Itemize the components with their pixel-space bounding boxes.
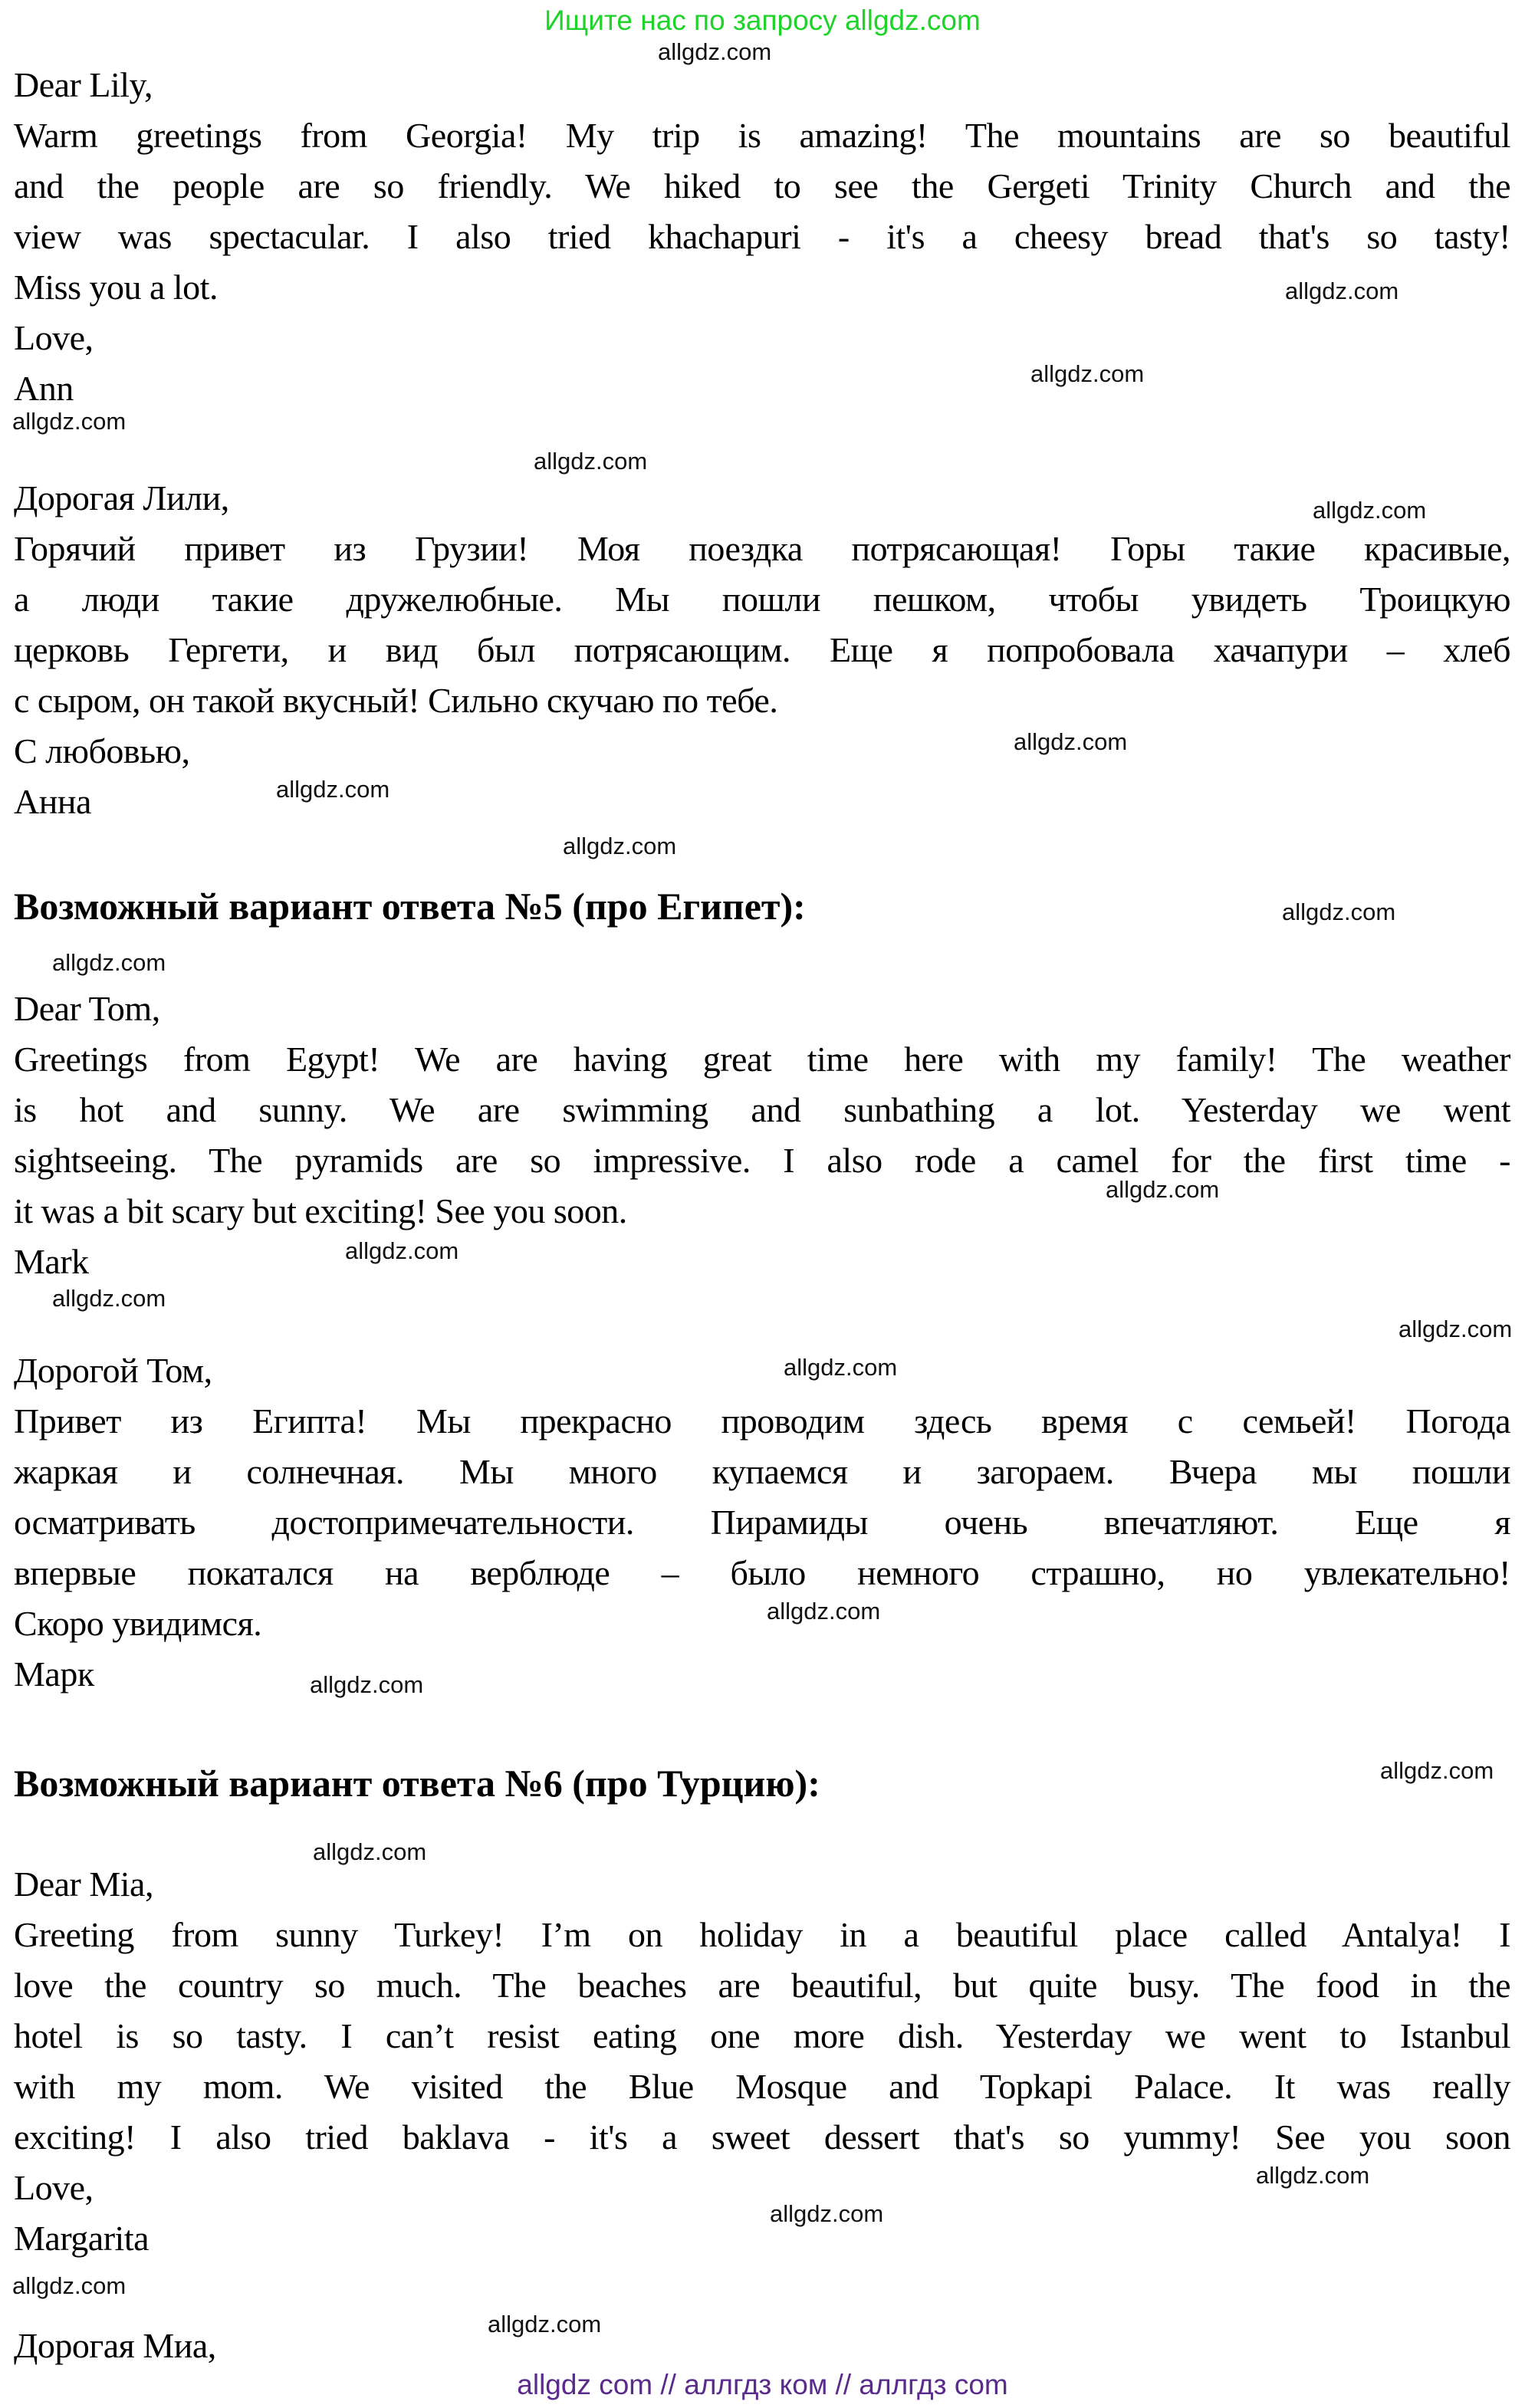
- letter-body-line: Greetings from Egypt! We are having great time here with my family! The weather: [14, 1040, 1510, 1079]
- letter-body-line: Привет из Египта! Мы прекрасно проводим здесь время с семьей! Погода: [14, 1401, 1510, 1441]
- letter-egypt-english: [14, 984, 1510, 1287]
- allgdz-watermark: allgdz.com: [1282, 898, 1396, 925]
- site-footer: allgdz com // аллгдз ком // аллгдз com: [517, 2369, 1008, 2400]
- allgdz-watermark: allgdz.com: [1285, 278, 1399, 304]
- letter-turkey-russian: [14, 2321, 1510, 2371]
- letter-body-line: а люди такие дружелюбные. Мы пошли пешком, чтобы увидеть Троицкую: [14, 580, 1510, 619]
- letter-signature: Margarita: [14, 2219, 150, 2258]
- letter-egypt-russian: [14, 1345, 1510, 1700]
- letter-signature: Mark: [14, 1242, 89, 1281]
- letter-greeting: Dear Tom,: [14, 989, 160, 1028]
- letter-greeting: Дорогая Миа,: [14, 2326, 216, 2365]
- heading-answer-6-turkey: Возможный вариант ответа №6 (про Турцию):: [14, 1762, 820, 1805]
- letter-body-line: Miss you a lot.: [14, 268, 218, 307]
- allgdz-watermark: allgdz.com: [12, 408, 127, 435]
- letter-body-line: and the people are so friendly. We hiked to see the Gergeti Trinity Church and the: [14, 166, 1510, 205]
- allgdz-watermark: allgdz.com: [52, 949, 166, 976]
- allgdz-watermark: allgdz.com: [1256, 2162, 1370, 2189]
- letter-closing: Love,: [14, 2168, 94, 2207]
- letter-body-line: view was spectacular. I also tried khachapuri - it's a cheesy bread that's so tasty!: [14, 217, 1510, 256]
- letter-georgia-english: [14, 60, 1510, 414]
- letter-greeting: Dear Mia,: [14, 1864, 153, 1904]
- letter-signature: Ann: [14, 369, 74, 408]
- letter-body-line: жаркая и солнечная. Мы много купаемся и загораем. Вчера мы пошли: [14, 1452, 1510, 1491]
- letter-georgia-russian: [14, 473, 1510, 827]
- allgdz-watermark: allgdz.com: [767, 1598, 881, 1624]
- letter-body-line: exciting! I also tried baklava - it's a sweet dessert that's so yummy! See you soon: [14, 2117, 1510, 2157]
- allgdz-watermark: allgdz.com: [310, 1671, 424, 1698]
- letter-body-line: впервые покатался на верблюде – было немного страшно, но увлекательно!: [14, 1553, 1510, 1592]
- letter-body-line: Скоро увидимся.: [14, 1604, 262, 1643]
- allgdz-watermark: allgdz.com: [784, 1354, 898, 1381]
- allgdz-watermark: allgdz.com: [52, 1285, 166, 1312]
- letter-signature: Марк: [14, 1654, 94, 1693]
- letter-body-line: with my mom. We visited the Blue Mosque and Topkapi Palace. It was really: [14, 2067, 1510, 2106]
- allgdz-watermark: allgdz.com: [563, 833, 677, 859]
- allgdz-watermark: allgdz.com: [1030, 360, 1145, 387]
- allgdz-watermark: allgdz.com: [1106, 1176, 1220, 1203]
- heading-answer-5-egypt: Возможный вариант ответа №5 (про Египет):: [14, 885, 806, 928]
- letter-closing: Love,: [14, 318, 94, 357]
- allgdz-watermark: allgdz.com: [1014, 728, 1128, 755]
- allgdz-watermark: allgdz.com: [488, 2311, 602, 2337]
- letter-body-line: Горячий привет из Грузии! Моя поездка потрясающая! Горы такие красивые,: [14, 529, 1510, 568]
- letter-greeting: Дорогая Лили,: [14, 478, 229, 517]
- letter-closing: С любовью,: [14, 731, 190, 770]
- letter-greeting: Dear Lily,: [14, 65, 153, 104]
- allgdz-watermark: allgdz.com: [658, 38, 772, 65]
- letter-body-line: love the country so much. The beaches are beautiful, but quite busy. The food in the: [14, 1966, 1510, 2005]
- letter-body-line: с сыром, он такой вкусный! Сильно скучаю по тебе.: [14, 681, 778, 720]
- letter-body-line: is hot and sunny. We are swimming and sunbathing a lot. Yesterday we went: [14, 1090, 1510, 1129]
- letter-body-line: sightseeing. The pyramids are so impressive. I also rode a camel for the first time -: [14, 1141, 1510, 1180]
- letter-body-line: осматривать достопримечательности. Пирамиды очень впечатляют. Еще я: [14, 1503, 1510, 1542]
- letter-body-line: hotel is so tasty. I can’t resist eating one more dish. Yesterday we went to Istanbul: [14, 2016, 1510, 2055]
- letter-body-line: церковь Гергети, и вид был потрясающим. Еще я попробовала хачапури – хлеб: [14, 630, 1510, 669]
- allgdz-watermark: allgdz.com: [1380, 1757, 1494, 1784]
- allgdz-watermark: allgdz.com: [1398, 1316, 1513, 1342]
- letter-greeting: Дорогой Том,: [14, 1351, 212, 1390]
- allgdz-watermark: allgdz.com: [345, 1237, 459, 1264]
- letter-signature: Анна: [14, 782, 91, 821]
- allgdz-watermark: allgdz.com: [12, 2272, 127, 2299]
- letter-body-line: it was a bit scary but exciting! See you soon.: [14, 1191, 627, 1230]
- allgdz-watermark: allgdz.com: [770, 2200, 884, 2227]
- allgdz-watermark: allgdz.com: [313, 1838, 427, 1865]
- letter-body-line: Warm greetings from Georgia! My trip is amazing! The mountains are so beautiful: [14, 116, 1510, 155]
- allgdz-watermark: allgdz.com: [1313, 497, 1427, 524]
- letter-body-line: Greeting from sunny Turkey! I’m on holiday in a beautiful place called Antalya! I: [14, 1915, 1510, 1954]
- letter-turkey-english: [14, 1859, 1510, 2264]
- allgdz-watermark: allgdz.com: [534, 448, 648, 475]
- promo-banner: Ищите нас по запросу allgdz.com: [544, 5, 981, 36]
- allgdz-watermark: allgdz.com: [276, 776, 390, 803]
